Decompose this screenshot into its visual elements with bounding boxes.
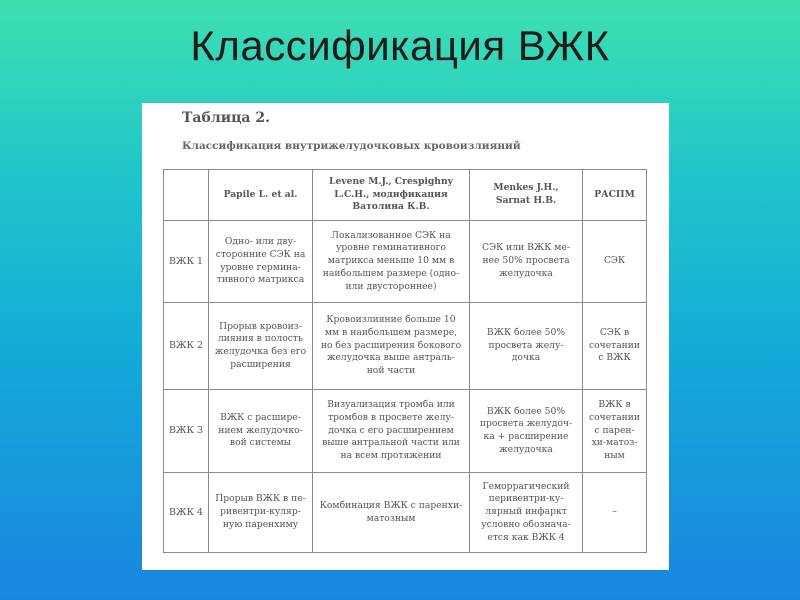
table-row	[164, 390, 647, 473]
row-grade: ВЖК 3	[164, 390, 209, 473]
table-caption: Классификация внутрижелудочковых кровоизлияний	[182, 140, 521, 152]
table-row	[164, 473, 647, 553]
table-cell: ВЖК с расшире- нием желудочко- вой системы	[209, 390, 313, 473]
header-cell-menkes: Menkes J.H., Sarnat H.B.	[470, 170, 583, 221]
table-row	[164, 221, 647, 303]
header-cell-empty	[164, 170, 209, 221]
table-cell: СЭК или ВЖК ме- нее 50% просвета желудочка	[470, 221, 583, 303]
table-label: Таблица 2.	[182, 110, 270, 126]
table-cell: Комбинация ВЖК с паренхи- матозным	[313, 473, 470, 553]
row-grade: ВЖК 4	[164, 473, 209, 553]
slide-title: Классификация ВЖК	[190, 22, 610, 69]
table-cell: ВЖК в сочетании с парен- хи-матоз- ным	[583, 390, 647, 473]
table-cell: Кровоизлияние больше 10 мм в наибольшем размере, но без расширения бокового желудочка выше антраль- ной части	[313, 303, 470, 390]
table-row	[164, 303, 647, 390]
header-cell-papile: Papile L. et al.	[209, 170, 313, 221]
table-cell: Локализованное СЭК на уровне геминативного матрикса меньше 10 мм в наибольшем размере (одно- или двустороннее)	[313, 221, 470, 303]
table-cell: Геморрагический перивентри-ку- лярный инфаркт условно обознача- ется как ВЖК 4	[470, 473, 583, 553]
table-header-row	[164, 170, 647, 221]
table-cell: Прорыв кровоиз- лияния в полость желудочка без его расширения	[209, 303, 313, 390]
table-cell: Прорыв ВЖК в пе- ривентри-куляр- ную паренхиму	[209, 473, 313, 553]
header-cell-levene: Levene M.J., Crespighny L.C.H., модификация Ватолина К.В.	[313, 170, 470, 221]
table-cell: Одно- или дву- сторонние СЭК на уровне гермина- тивного матрикса	[209, 221, 313, 303]
row-grade: ВЖК 2	[164, 303, 209, 390]
row-grade: ВЖК 1	[164, 221, 209, 303]
table-cell: ВЖК более 50% просвета желудоч- ка + расширение желудочка	[470, 390, 583, 473]
table-cell: Визуализация тромба или тромбов в просвете желу- дочка с его расширением выше антральной части или на всем протяжении	[313, 390, 470, 473]
classification-table	[163, 169, 647, 553]
document-image	[142, 103, 669, 570]
table-cell: ВЖК более 50% просвета желу- дочка	[470, 303, 583, 390]
header-cell-raspm: РАСПМ	[583, 170, 647, 221]
table-cell: СЭК в сочетании с ВЖК	[583, 303, 647, 390]
table-cell: СЭК	[583, 221, 647, 303]
table-cell: –	[583, 473, 647, 553]
